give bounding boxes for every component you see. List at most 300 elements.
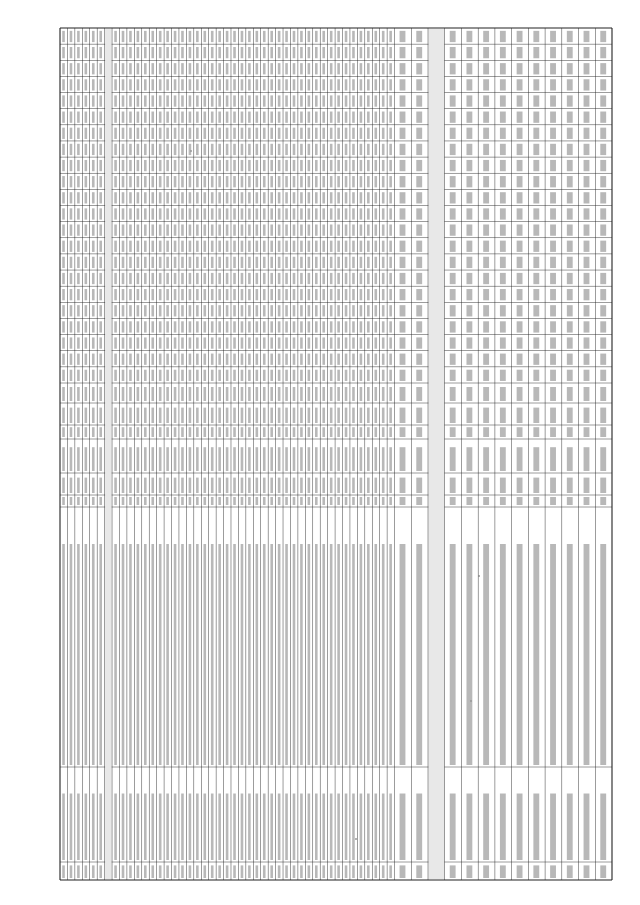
cell-text-scan — [584, 794, 590, 861]
cell-text-scan — [270, 63, 273, 74]
cell-text-scan — [400, 387, 406, 401]
cell-text-scan — [248, 208, 251, 219]
cell-text-scan — [345, 497, 348, 505]
cell-text-scan — [330, 497, 333, 505]
cell-text-scan — [248, 387, 251, 401]
cell-text-scan — [450, 794, 456, 861]
cell-text-scan — [330, 79, 333, 90]
cell-text-scan — [293, 387, 296, 401]
cell-text-scan — [367, 47, 370, 58]
cell-text-scan — [382, 337, 385, 348]
cell-text-scan — [137, 47, 140, 58]
cell-text-scan — [300, 79, 303, 90]
cell-text-scan — [129, 176, 132, 187]
cell-text-scan — [600, 31, 606, 42]
cell-text-scan — [584, 321, 590, 332]
cell-text-scan — [500, 95, 506, 106]
cell-text-scan — [308, 144, 311, 155]
cell-text-scan — [367, 497, 370, 505]
cell-text-scan — [122, 865, 125, 878]
cell-text-scan — [400, 128, 406, 139]
cell-text-scan — [122, 79, 125, 90]
cell-text-scan — [360, 289, 363, 300]
cell-text-scan — [196, 544, 199, 765]
cell-text-scan — [114, 447, 117, 471]
cell-text-scan — [293, 95, 296, 106]
cell-text-scan — [600, 79, 606, 90]
cell-text-scan — [550, 224, 556, 235]
cell-text-scan — [315, 144, 318, 155]
cell-text-scan — [360, 257, 363, 268]
cell-text-scan — [533, 289, 539, 300]
cell-text-scan — [263, 544, 266, 765]
cell-text-scan — [181, 447, 184, 471]
cell-text-scan — [352, 337, 355, 348]
cell-text-scan — [226, 128, 229, 139]
cell-text-scan — [99, 794, 102, 861]
cell-text-scan — [226, 144, 229, 155]
cell-text-scan — [345, 160, 348, 171]
cell-text-scan — [129, 321, 132, 332]
cell-text-scan — [550, 112, 556, 123]
cell-text-scan — [389, 241, 392, 252]
cell-text-scan — [256, 865, 259, 878]
cell-text-scan — [270, 224, 273, 235]
cell-text-scan — [122, 478, 125, 493]
cell-text-scan — [374, 241, 377, 252]
cell-text-scan — [189, 544, 192, 765]
cell-text-scan — [450, 354, 456, 365]
cell-text-scan — [144, 160, 147, 171]
cell-text-scan — [174, 79, 177, 90]
cell-text-scan — [196, 224, 199, 235]
cell-text-scan — [189, 321, 192, 332]
cell-text-scan — [416, 387, 422, 401]
cell-text-scan — [450, 160, 456, 171]
cell-text-scan — [159, 160, 162, 171]
cell-text-scan — [77, 544, 80, 765]
cell-text-scan — [129, 257, 132, 268]
cell-text-scan — [151, 321, 154, 332]
cell-text-scan — [196, 257, 199, 268]
cell-text-scan — [174, 305, 177, 316]
cell-text-scan — [285, 447, 288, 471]
cell-text-scan — [203, 305, 206, 316]
cell-text-scan — [62, 497, 65, 505]
cell-text-scan — [62, 387, 65, 401]
cell-text-scan — [137, 144, 140, 155]
cell-text-scan — [345, 427, 348, 437]
cell-text-scan — [181, 305, 184, 316]
cell-text-scan — [211, 208, 214, 219]
cell-text-scan — [285, 305, 288, 316]
cell-text-scan — [99, 95, 102, 106]
cell-text-scan — [315, 447, 318, 471]
cell-text-scan — [70, 289, 73, 300]
cell-text-scan — [263, 794, 266, 861]
cell-text-scan — [315, 208, 318, 219]
cell-text-scan — [189, 478, 192, 493]
cell-text-scan — [466, 128, 472, 139]
cell-text-scan — [62, 354, 65, 365]
cell-text-scan — [374, 387, 377, 401]
cell-text-scan — [196, 321, 199, 332]
cell-text-scan — [174, 112, 177, 123]
cell-text-scan — [293, 497, 296, 505]
cell-text-scan — [77, 95, 80, 106]
cell-text-scan — [129, 224, 132, 235]
cell-text-scan — [600, 478, 606, 493]
cell-text-scan — [278, 241, 281, 252]
cell-text-scan — [189, 337, 192, 348]
cell-text-scan — [584, 47, 590, 58]
cell-text-scan — [270, 370, 273, 381]
cell-text-scan — [315, 47, 318, 58]
cell-text-scan — [256, 224, 259, 235]
cell-text-scan — [533, 305, 539, 316]
cell-text-scan — [151, 337, 154, 348]
cell-text-scan — [85, 321, 88, 332]
cell-text-scan — [151, 865, 154, 878]
cell-text-scan — [550, 95, 556, 106]
cell-text-scan — [600, 865, 606, 878]
scan-speck — [355, 838, 357, 840]
cell-text-scan — [77, 427, 80, 437]
cell-text-scan — [337, 128, 340, 139]
cell-text-scan — [196, 427, 199, 437]
cell-text-scan — [77, 241, 80, 252]
cell-text-scan — [567, 337, 573, 348]
cell-text-scan — [584, 478, 590, 493]
cell-text-scan — [352, 370, 355, 381]
cell-text-scan — [92, 337, 95, 348]
cell-text-scan — [374, 176, 377, 187]
cell-text-scan — [62, 257, 65, 268]
cell-text-scan — [248, 63, 251, 74]
cell-text-scan — [500, 63, 506, 74]
cell-text-scan — [129, 447, 132, 471]
cell-text-scan — [92, 408, 95, 423]
cell-text-scan — [337, 865, 340, 878]
cell-text-scan — [99, 31, 102, 42]
cell-text-scan — [345, 370, 348, 381]
cell-text-scan — [584, 176, 590, 187]
cell-text-scan — [389, 408, 392, 423]
cell-text-scan — [367, 273, 370, 284]
cell-text-scan — [70, 497, 73, 505]
cell-text-scan — [337, 257, 340, 268]
cell-text-scan — [92, 241, 95, 252]
cell-text-scan — [367, 544, 370, 765]
cell-text-scan — [189, 176, 192, 187]
cell-text-scan — [99, 544, 102, 765]
cell-text-scan — [263, 354, 266, 365]
cell-text-scan — [315, 241, 318, 252]
cell-text-scan — [99, 427, 102, 437]
cell-text-scan — [567, 95, 573, 106]
cell-text-scan — [181, 208, 184, 219]
cell-text-scan — [337, 427, 340, 437]
cell-text-scan — [122, 224, 125, 235]
cell-text-scan — [233, 192, 236, 203]
cell-text-scan — [241, 447, 244, 471]
cell-text-scan — [85, 112, 88, 123]
cell-text-scan — [114, 289, 117, 300]
cell-text-scan — [567, 408, 573, 423]
cell-text-scan — [151, 95, 154, 106]
cell-text-scan — [533, 794, 539, 861]
cell-text-scan — [600, 192, 606, 203]
cell-text-scan — [293, 865, 296, 878]
cell-text-scan — [62, 112, 65, 123]
cell-text-scan — [517, 241, 523, 252]
cell-text-scan — [137, 478, 140, 493]
cell-text-scan — [137, 321, 140, 332]
cell-text-scan — [70, 865, 73, 878]
cell-text-scan — [389, 47, 392, 58]
cell-text-scan — [137, 370, 140, 381]
cell-text-scan — [233, 31, 236, 42]
cell-text-scan — [114, 128, 117, 139]
cell-text-scan — [285, 160, 288, 171]
cell-text-scan — [256, 354, 259, 365]
cell-text-scan — [416, 865, 422, 878]
cell-text-scan — [584, 370, 590, 381]
cell-text-scan — [92, 321, 95, 332]
cell-text-scan — [270, 447, 273, 471]
cell-text-scan — [256, 337, 259, 348]
cell-text-scan — [241, 160, 244, 171]
cell-text-scan — [533, 176, 539, 187]
cell-text-scan — [114, 794, 117, 861]
cell-text-scan — [70, 31, 73, 42]
cell-text-scan — [322, 289, 325, 300]
cell-text-scan — [62, 370, 65, 381]
cell-text-scan — [389, 794, 392, 861]
cell-text-scan — [263, 128, 266, 139]
cell-text-scan — [337, 387, 340, 401]
cell-text-scan — [400, 305, 406, 316]
cell-text-scan — [389, 176, 392, 187]
cell-text-scan — [389, 354, 392, 365]
cell-text-scan — [85, 370, 88, 381]
cell-text-scan — [300, 31, 303, 42]
cell-text-scan — [382, 289, 385, 300]
cell-text-scan — [293, 447, 296, 471]
cell-text-scan — [196, 865, 199, 878]
cell-text-scan — [500, 176, 506, 187]
cell-text-scan — [174, 427, 177, 437]
cell-text-scan — [567, 241, 573, 252]
cell-text-scan — [226, 192, 229, 203]
cell-text-scan — [241, 224, 244, 235]
cell-text-scan — [203, 47, 206, 58]
cell-text-scan — [70, 354, 73, 365]
cell-text-scan — [196, 112, 199, 123]
cell-text-scan — [382, 128, 385, 139]
cell-text-scan — [330, 47, 333, 58]
cell-text-scan — [500, 370, 506, 381]
scan-speck — [190, 150, 192, 152]
cell-text-scan — [248, 273, 251, 284]
cell-text-scan — [533, 387, 539, 401]
cell-text-scan — [308, 208, 311, 219]
cell-text-scan — [92, 305, 95, 316]
cell-text-scan — [416, 224, 422, 235]
cell-text-scan — [352, 144, 355, 155]
cell-text-scan — [196, 31, 199, 42]
cell-text-scan — [600, 241, 606, 252]
cell-text-scan — [308, 544, 311, 765]
cell-text-scan — [483, 144, 489, 155]
cell-text-scan — [500, 305, 506, 316]
cell-text-scan — [382, 224, 385, 235]
cell-text-scan — [99, 79, 102, 90]
cell-text-scan — [159, 337, 162, 348]
cell-text-scan — [308, 337, 311, 348]
cell-text-scan — [308, 865, 311, 878]
cell-text-scan — [62, 95, 65, 106]
cell-text-scan — [483, 447, 489, 471]
cell-text-scan — [137, 224, 140, 235]
cell-text-scan — [416, 47, 422, 58]
cell-text-scan — [360, 63, 363, 74]
cell-text-scan — [241, 497, 244, 505]
cell-text-scan — [352, 47, 355, 58]
cell-text-scan — [166, 241, 169, 252]
cell-text-scan — [315, 387, 318, 401]
cell-text-scan — [77, 192, 80, 203]
cell-text-scan — [567, 273, 573, 284]
cell-text-scan — [330, 447, 333, 471]
cell-text-scan — [248, 497, 251, 505]
cell-text-scan — [450, 241, 456, 252]
cell-text-scan — [122, 257, 125, 268]
cell-text-scan — [151, 273, 154, 284]
cell-text-scan — [151, 144, 154, 155]
cell-text-scan — [248, 544, 251, 765]
cell-text-scan — [360, 273, 363, 284]
cell-text-scan — [181, 408, 184, 423]
cell-text-scan — [517, 865, 523, 878]
cell-text-scan — [174, 241, 177, 252]
cell-text-scan — [345, 273, 348, 284]
cell-text-scan — [466, 257, 472, 268]
cell-text-scan — [77, 112, 80, 123]
cell-text-scan — [189, 497, 192, 505]
cell-text-scan — [330, 408, 333, 423]
cell-text-scan — [211, 305, 214, 316]
cell-text-scan — [550, 794, 556, 861]
cell-text-scan — [99, 112, 102, 123]
cell-text-scan — [62, 794, 65, 861]
cell-text-scan — [122, 208, 125, 219]
cell-text-scan — [500, 427, 506, 437]
cell-text-scan — [151, 79, 154, 90]
cell-text-scan — [159, 447, 162, 471]
cell-text-scan — [144, 427, 147, 437]
cell-text-scan — [278, 865, 281, 878]
cell-text-scan — [196, 478, 199, 493]
cell-text-scan — [114, 337, 117, 348]
cell-text-scan — [270, 144, 273, 155]
cell-text-scan — [567, 321, 573, 332]
cell-text-scan — [374, 370, 377, 381]
cell-text-scan — [85, 160, 88, 171]
cell-text-scan — [466, 447, 472, 471]
cell-text-scan — [382, 794, 385, 861]
cell-text-scan — [151, 241, 154, 252]
cell-text-scan — [211, 47, 214, 58]
cell-text-scan — [85, 427, 88, 437]
cell-text-scan — [278, 289, 281, 300]
cell-text-scan — [122, 337, 125, 348]
cell-text-scan — [567, 224, 573, 235]
cell-text-scan — [211, 321, 214, 332]
cell-text-scan — [256, 47, 259, 58]
cell-text-scan — [400, 321, 406, 332]
cell-text-scan — [144, 305, 147, 316]
cell-text-scan — [114, 321, 117, 332]
cell-text-scan — [416, 408, 422, 423]
cell-text-scan — [270, 273, 273, 284]
cell-text-scan — [211, 794, 214, 861]
cell-text-scan — [92, 354, 95, 365]
cell-text-scan — [181, 544, 184, 765]
cell-text-scan — [92, 79, 95, 90]
cell-text-scan — [330, 865, 333, 878]
cell-text-scan — [330, 224, 333, 235]
cell-text-scan — [189, 112, 192, 123]
cell-text-scan — [114, 544, 117, 765]
cell-text-scan — [92, 208, 95, 219]
cell-text-scan — [533, 427, 539, 437]
cell-text-scan — [367, 427, 370, 437]
cell-text-scan — [77, 289, 80, 300]
cell-text-scan — [374, 257, 377, 268]
cell-text-scan — [77, 47, 80, 58]
cell-text-scan — [352, 427, 355, 437]
cell-text-scan — [550, 447, 556, 471]
cell-text-scan — [389, 865, 392, 878]
cell-text-scan — [293, 273, 296, 284]
cell-text-scan — [483, 273, 489, 284]
cell-text-scan — [352, 387, 355, 401]
cell-text-scan — [92, 128, 95, 139]
cell-text-scan — [308, 176, 311, 187]
cell-text-scan — [500, 497, 506, 505]
cell-text-scan — [70, 144, 73, 155]
cell-text-scan — [389, 144, 392, 155]
cell-text-scan — [233, 224, 236, 235]
cell-text-scan — [360, 241, 363, 252]
cell-text-scan — [352, 95, 355, 106]
cell-text-scan — [137, 427, 140, 437]
cell-text-scan — [374, 321, 377, 332]
cell-text-scan — [337, 544, 340, 765]
cell-text-scan — [500, 257, 506, 268]
cell-text-scan — [517, 497, 523, 505]
cell-text-scan — [263, 176, 266, 187]
cell-text-scan — [151, 478, 154, 493]
cell-text-scan — [92, 112, 95, 123]
cell-text-scan — [389, 289, 392, 300]
cell-text-scan — [151, 224, 154, 235]
cell-text-scan — [159, 95, 162, 106]
cell-text-scan — [144, 865, 147, 878]
cell-text-scan — [144, 144, 147, 155]
cell-text-scan — [483, 478, 489, 493]
